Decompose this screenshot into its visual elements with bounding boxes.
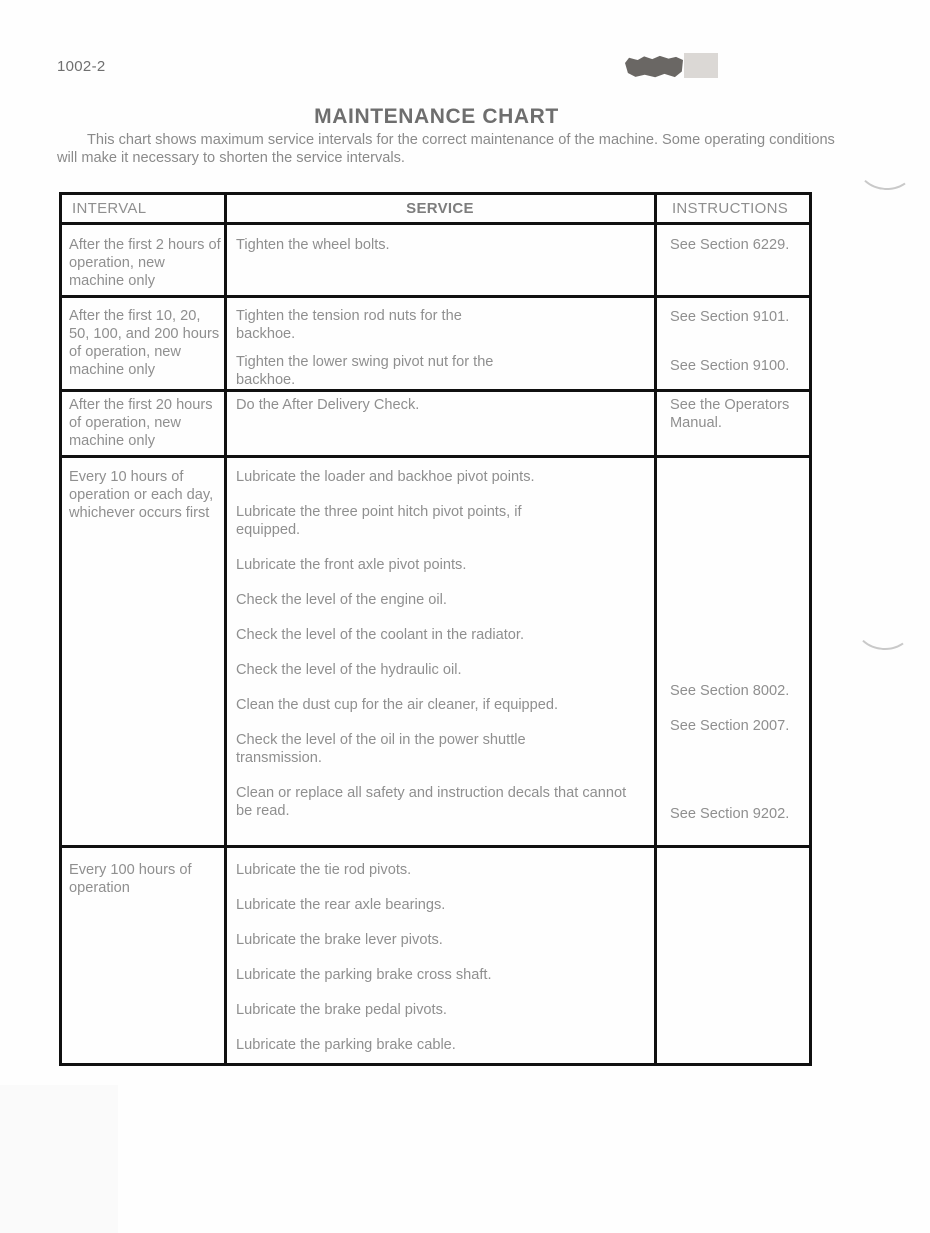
- instruction-item: See Section 9101.: [670, 309, 790, 325]
- service-item: Check the level of the engine oil.: [236, 592, 447, 608]
- table-row: [62, 295, 809, 389]
- table-row: [62, 845, 809, 1063]
- instruction-item: See Section 9202.: [670, 806, 790, 822]
- service-item: Do the After Delivery Check.: [236, 397, 420, 413]
- interval-text: After the first 2 hours of operation, new machine only: [69, 237, 221, 289]
- intro-paragraph: This chart shows maximum service intervals for the correct maintenance of the machine. Some operating conditions will make it necessary to shorten the service intervals.: [57, 132, 835, 166]
- instruction-item: See the Operators Manual.: [670, 397, 790, 431]
- interval-text: Every 10 hours of operation or each day, whichever occurs first: [69, 469, 214, 521]
- instructions-cell: [657, 848, 809, 1063]
- interval-cell: [62, 225, 227, 295]
- scan-curl-arc-icon: [857, 144, 916, 192]
- table-row: [62, 222, 809, 295]
- service-item: Check the level of the oil in the power shuttle transmission.: [236, 732, 526, 766]
- interval-cell: [62, 458, 227, 845]
- scan-shading: [0, 1085, 118, 1233]
- ink-stamp: [625, 53, 720, 79]
- table-row: [62, 389, 809, 455]
- service-item: Lubricate the parking brake cross shaft.: [236, 967, 492, 983]
- table-row: [62, 455, 809, 845]
- service-item: Lubricate the brake pedal pivots.: [236, 1002, 447, 1018]
- page-title: MAINTENANCE CHART: [314, 105, 559, 129]
- service-item: Lubricate the rear axle bearings.: [236, 897, 446, 913]
- service-item: Clean the dust cup for the air cleaner, if equipped.: [236, 697, 559, 713]
- service-item: Clean or replace all safety and instruction decals that cannot be read.: [236, 785, 627, 819]
- page-number: 1002-2: [57, 58, 106, 75]
- service-cell: [227, 298, 657, 389]
- service-item: Lubricate the tie rod pivots.: [236, 862, 412, 878]
- stamp-light-icon: [684, 53, 718, 78]
- service-cell: [227, 848, 657, 1063]
- table-header-row: [62, 195, 809, 222]
- service-item: Tighten the lower swing pivot nut for the backhoe.: [236, 354, 494, 388]
- interval-cell: [62, 392, 227, 455]
- instruction-item: See Section 8002.: [670, 683, 790, 699]
- column-header-instructions: INSTRUCTIONS: [671, 200, 789, 217]
- service-cell: [227, 458, 657, 845]
- interval-cell: [62, 848, 227, 1063]
- interval-cell: [62, 298, 227, 389]
- service-item: Lubricate the front axle pivot points.: [236, 557, 467, 573]
- instructions-cell: [657, 298, 809, 389]
- interval-text: After the first 20 hours of operation, new machine only: [69, 397, 213, 449]
- instructions-cell: [657, 225, 809, 295]
- interval-text: Every 100 hours of operation: [69, 862, 192, 896]
- scan-curl-arc-icon: [855, 604, 914, 652]
- service-item: Check the level of the hydraulic oil.: [236, 662, 462, 678]
- column-header-interval: INTERVAL: [62, 195, 227, 222]
- instruction-item: See Section 9100.: [670, 358, 790, 374]
- maintenance-table: [59, 192, 812, 1066]
- stamp-dark-icon: [625, 55, 683, 78]
- instructions-cell: [657, 392, 809, 455]
- service-item: Lubricate the three point hitch pivot points, if equipped.: [236, 504, 522, 538]
- instruction-item: See Section 2007.: [670, 718, 790, 734]
- service-item: Tighten the wheel bolts.: [236, 237, 390, 253]
- service-item: Check the level of the coolant in the radiator.: [236, 627, 524, 643]
- service-item: Lubricate the loader and backhoe pivot points.: [236, 469, 535, 485]
- service-cell: [227, 392, 657, 455]
- service-cell: [227, 225, 657, 295]
- service-item: Tighten the tension rod nuts for the backhoe.: [236, 308, 462, 342]
- service-item: Lubricate the parking brake cable.: [236, 1037, 456, 1053]
- interval-text: After the first 10, 20, 50, 100, and 200 hours of operation, new machine only: [69, 308, 220, 378]
- column-header-service: SERVICE: [227, 195, 657, 222]
- instruction-item: See Section 6229.: [670, 237, 790, 253]
- service-item: Lubricate the brake lever pivots.: [236, 932, 443, 948]
- instructions-cell: [657, 458, 809, 845]
